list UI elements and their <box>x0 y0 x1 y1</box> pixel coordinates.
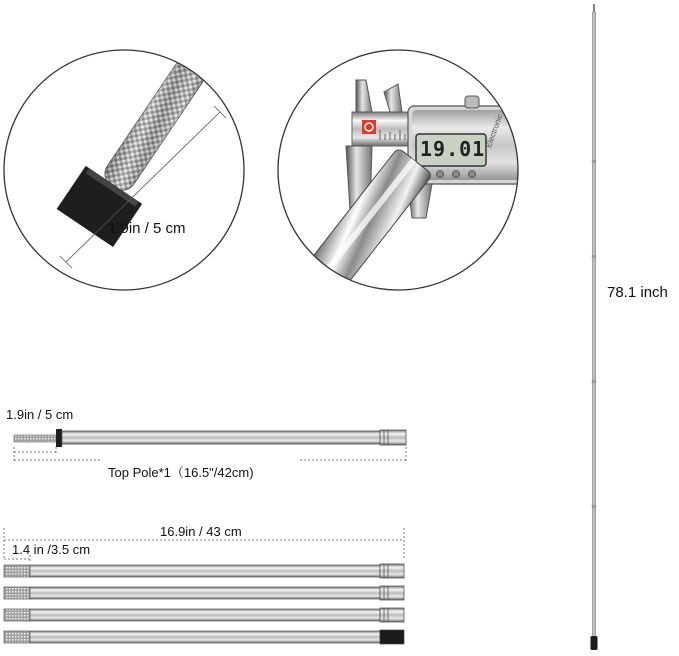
top-pole-tip-label: 1.9in / 5 cm <box>6 407 74 422</box>
detail-circle-caliper <box>278 50 552 309</box>
lower-pole-segment <box>4 630 404 644</box>
lower-pole-segment <box>4 586 404 600</box>
foot-cap <box>591 636 598 650</box>
lower-pole-segment <box>4 608 404 622</box>
caliper-display-reading: 19.01 <box>420 137 486 161</box>
lower-pole-segment <box>4 564 404 578</box>
lower-pole-joint-label: 1.4 in /3.5 cm <box>12 542 91 557</box>
total-length-label: 78.1 inch <box>607 284 668 301</box>
caliper-side-text: Electronic <box>484 112 505 150</box>
top-pole <box>14 429 406 462</box>
detail-circle-tip <box>4 41 244 290</box>
assembled-pole <box>591 4 598 650</box>
top-pole-caption: Top Pole*1（16.5"/42cm) <box>108 465 254 480</box>
caliper-brand-logo <box>362 120 376 134</box>
lower-poles <box>4 564 404 644</box>
lower-pole-length-label: 16.9in / 43 cm <box>160 524 242 539</box>
tip-length-label: 1.9in / 5 cm <box>108 220 186 237</box>
